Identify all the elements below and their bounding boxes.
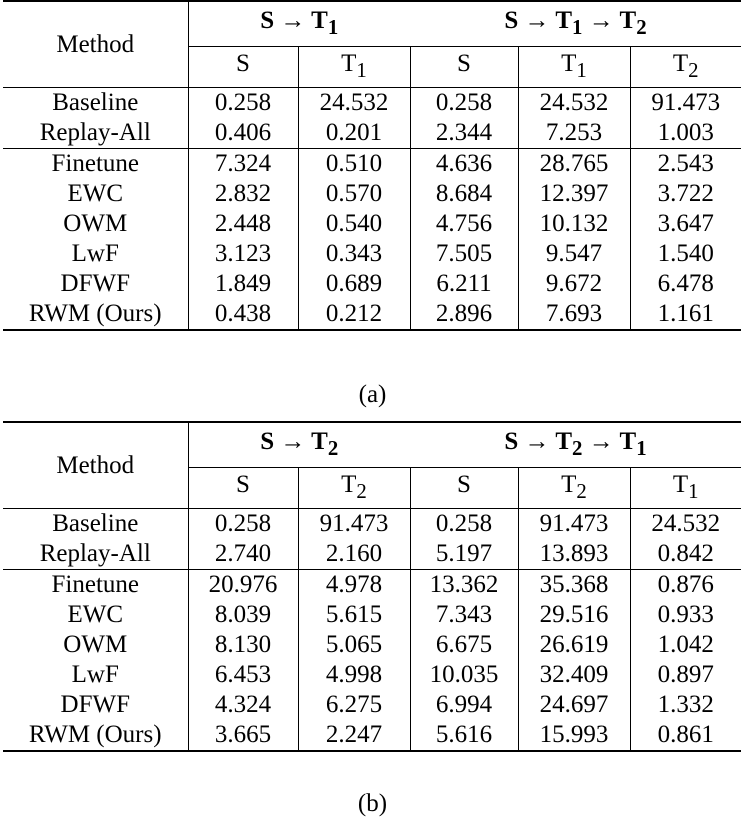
table-cell: 0.438 [188,299,298,330]
table-cell: 4.998 [298,660,410,690]
table-cell: 0.689 [298,269,410,299]
group-header-s-t1-t2: $S \to T_1 \to T_2$ [410,1,741,47]
method-name: EWC [67,180,124,207]
table-cell: 10.035 [410,660,518,690]
table-row [3,269,741,299]
table-cell: 0.897 [630,660,741,690]
table-cell: 0.258 [188,88,298,119]
method-name: Replay-All [39,540,151,567]
table-cell: 8.039 [188,600,298,630]
table-cell: 26.619 [518,630,630,660]
column-header: $T_2$ [298,468,410,509]
table-cell: 0.876 [630,570,741,601]
table-cell: 7.505 [410,239,518,269]
table-cell: 28.765 [518,149,630,180]
table-cell: 12.397 [518,179,630,209]
column-header: S [188,468,298,509]
table-cell: 2.247 [298,720,410,751]
method-name: OWM [63,210,128,237]
table-cell: 7.324 [188,149,298,180]
table-row [3,570,741,601]
column-header: S [410,47,518,88]
method-name: Baseline [3,509,188,540]
method-name: Finetune [3,149,188,180]
results-table-b [3,421,741,752]
table-cell: 24.532 [298,88,410,119]
table-cell: 3.665 [188,720,298,751]
table-cell: 7.343 [410,600,518,630]
table-cell: 2.740 [188,539,298,570]
method-name: LwF [71,240,119,267]
table-cell: 7.693 [518,299,630,330]
table-cell: 2.896 [410,299,518,330]
table-cell: 5.197 [410,539,518,570]
table-cell: 91.473 [298,509,410,540]
table-row [3,118,741,149]
table-cell: 9.672 [518,269,630,299]
table-cell: 6.453 [188,660,298,690]
table-cell: 2.448 [188,209,298,239]
table-row [3,630,741,660]
method-name: DFWF [60,691,130,718]
table-cell: 0.201 [298,118,410,149]
column-header: $T_2$ [630,47,741,88]
method-name: EWC [67,601,124,628]
table-cell: 7.253 [518,118,630,149]
table-row [3,690,741,720]
table-cell: 0.343 [298,239,410,269]
column-header: S [410,468,518,509]
results-table-a-block [3,0,741,331]
table-cell: 0.258 [410,88,518,119]
table-cell: 1.042 [630,630,741,660]
table-cell: 8.684 [410,179,518,209]
table-cell: 10.132 [518,209,630,239]
table-cell: 3.647 [630,209,741,239]
table-row [3,239,741,269]
table-row [3,600,741,630]
table-cell: 8.130 [188,630,298,660]
table-row-ours [3,720,741,751]
column-header: $T_1$ [518,47,630,88]
table-cell: 1.003 [630,118,741,149]
table-cell: 5.615 [298,600,410,630]
table-cell: 9.547 [518,239,630,269]
method-name: Baseline [3,88,188,119]
results-table-b-block [3,421,741,752]
table-cell: 13.893 [518,539,630,570]
column-header: S [188,47,298,88]
table-cell: 4.324 [188,690,298,720]
table-cell: 5.616 [410,720,518,751]
method-name: LwF [71,661,119,688]
table-cell: 5.065 [298,630,410,660]
table-cell: 6.675 [410,630,518,660]
table-cell: 15.993 [518,720,630,751]
column-header: $T_1$ [630,468,741,509]
table-cell: 6.211 [410,269,518,299]
table-cell: 0.570 [298,179,410,209]
table-cell: 6.478 [630,269,741,299]
method-name: DFWF [60,270,130,297]
table-cell: 2.543 [630,149,741,180]
table-cell: 91.473 [630,88,741,119]
table-cell: 4.978 [298,570,410,601]
table-cell: 0.933 [630,600,741,630]
table-cell: 1.849 [188,269,298,299]
table-cell: 0.540 [298,209,410,239]
table-cell: 0.258 [410,509,518,540]
group-header-s-t2: $S \to T_2$ [188,422,410,468]
method-header: Method [3,1,188,88]
method-name: RWM (Ours) [3,299,188,330]
table-cell: 4.636 [410,149,518,180]
method-name: Replay-All [39,119,151,146]
table-row-ours [3,299,741,330]
table-cell: 4.756 [410,209,518,239]
table-cell: 3.123 [188,239,298,269]
table-cell: 6.994 [410,690,518,720]
table-row [3,179,741,209]
method-name: OWM [63,631,128,658]
table-cell: 2.344 [410,118,518,149]
table-cell: 0.842 [630,539,741,570]
column-header: $T_1$ [298,47,410,88]
table-row [3,149,741,180]
table-cell: 24.532 [630,509,741,540]
table-cell: 0.406 [188,118,298,149]
method-name: RWM (Ours) [3,720,188,751]
group-header-s-t2-t1: $S \to T_2 \to T_1$ [410,422,741,468]
table-cell: 1.540 [630,239,741,269]
table-cell: 20.976 [188,570,298,601]
table-caption-b: (b) [357,790,388,817]
table-cell: 29.516 [518,600,630,630]
table-cell: 0.212 [298,299,410,330]
column-header: $T_2$ [518,468,630,509]
table-row [3,209,741,239]
table-cell: 24.697 [518,690,630,720]
table-cell: 2.832 [188,179,298,209]
table-cell: 35.368 [518,570,630,601]
results-table-a [3,0,741,331]
table-cell: 2.160 [298,539,410,570]
table-row [3,88,741,119]
table-row [3,509,741,540]
method-header: Method [3,422,188,509]
method-name: Finetune [3,570,188,601]
table-cell: 0.258 [188,509,298,540]
table-cell: 91.473 [518,509,630,540]
table-cell: 0.861 [630,720,741,751]
table-caption-a: (a) [358,381,387,408]
table-cell: 13.362 [410,570,518,601]
table-row [3,539,741,570]
table-cell: 1.332 [630,690,741,720]
table-cell: 3.722 [630,179,741,209]
table-row [3,660,741,690]
table-cell: 1.161 [630,299,741,330]
table-cell: 6.275 [298,690,410,720]
table-cell: 32.409 [518,660,630,690]
table-cell: 0.510 [298,149,410,180]
table-cell: 24.532 [518,88,630,119]
group-header-s-t1: $S \to T_1$ [188,1,410,47]
